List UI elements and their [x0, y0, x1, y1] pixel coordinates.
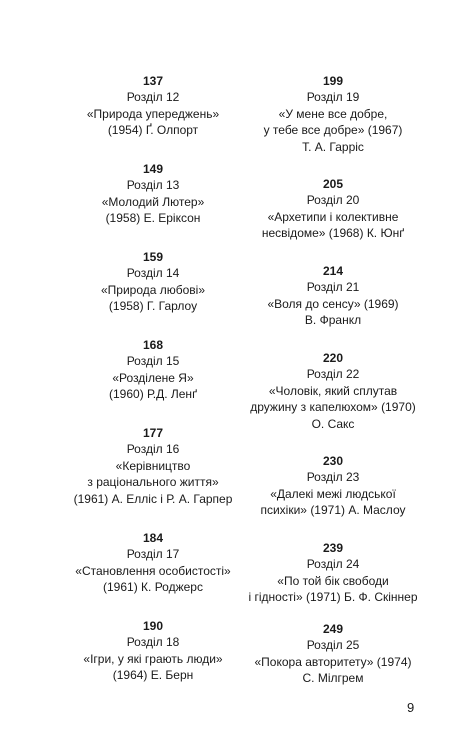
entry-author: О. Сакс	[311, 416, 355, 431]
entry-title: «По той бік свободи	[277, 573, 389, 588]
entry-chapter: Розділ 19	[306, 90, 360, 104]
toc-entry	[233, 263, 433, 329]
entry-author: В. Франкл	[304, 313, 362, 327]
entry-chapter: Розділ 14	[126, 266, 180, 280]
entry-page-number: 159	[142, 250, 164, 264]
entry-chapter: Розділ 22	[306, 367, 360, 381]
toc-entry	[233, 621, 433, 687]
entry-title: «Покора авторитету» (1974)	[254, 654, 412, 669]
entry-title: «Архетипи і колективне	[267, 209, 399, 224]
entry-title: «Далекі межі людської	[270, 486, 396, 501]
entry-page-number: 184	[142, 531, 164, 545]
entry-title: «Керівництво	[115, 458, 191, 473]
page-number: 9	[407, 700, 415, 715]
entry-author: (1954) Ґ. Олпорт	[107, 123, 199, 137]
toc-entry	[53, 530, 253, 596]
entry-author: (1964) Е. Берн	[112, 668, 194, 682]
toc-entry	[53, 73, 253, 139]
entry-title: «Ігри, у які грають люди»	[83, 651, 223, 666]
entry-chapter: Розділ 18	[126, 635, 180, 649]
toc-entry	[53, 618, 253, 684]
entry-page-number: 205	[322, 177, 344, 191]
toc-entry	[53, 425, 253, 507]
entry-page-number: 199	[322, 74, 344, 88]
entry-author: Т. А. Гарріс	[302, 139, 364, 154]
entry-title: «Воля до сенсу» (1969)	[267, 296, 399, 311]
toc-entry	[53, 337, 253, 403]
entry-page-number: 249	[322, 622, 344, 636]
toc-entry	[233, 453, 433, 519]
entry-chapter: Розділ 16	[126, 442, 180, 456]
entry-page-number: 230	[322, 454, 344, 468]
entry-author: (1961) А. Елліс і Р. А. Гарпер	[73, 491, 233, 506]
entry-chapter: Розділ 13	[126, 178, 180, 192]
entry-title: «Молодий Лютер»	[101, 194, 205, 209]
entry-page-number: 220	[322, 351, 344, 365]
entry-title: «Природа любові»	[100, 282, 206, 297]
toc-entry	[233, 176, 433, 242]
entry-page-number: 190	[142, 619, 164, 633]
entry-title: з раціонального життя»	[87, 475, 219, 489]
entry-chapter: Розділ 24	[306, 557, 360, 571]
entry-page-number: 168	[142, 338, 164, 352]
entry-author: психіки» (1971) А. Маслоу	[260, 503, 406, 517]
toc-entry	[53, 249, 253, 315]
entry-title: «У мене все добре,	[278, 106, 388, 121]
entry-page-number: 239	[322, 541, 344, 555]
toc-entry	[233, 73, 433, 155]
entry-chapter: Розділ 25	[306, 638, 360, 652]
entry-author: (1960) Р.Д. Ленґ	[109, 387, 197, 401]
entry-chapter: Розділ 21	[306, 280, 360, 294]
entry-chapter: Розділ 15	[126, 354, 180, 368]
entry-author: і гідності» (1971) Б. Ф. Скіннер	[248, 590, 418, 604]
entry-chapter: Розділ 17	[126, 547, 180, 561]
entry-chapter: Розділ 12	[126, 90, 180, 104]
toc-entry	[233, 350, 433, 432]
entry-page-number: 214	[322, 264, 344, 278]
entry-author: (1958) Е. Еріксон	[105, 211, 201, 225]
entry-title: «Природа упереджень»	[86, 106, 220, 121]
entry-author: (1958) Г. Гарлоу	[108, 299, 198, 313]
toc-entry	[53, 161, 253, 227]
entry-chapter: Розділ 20	[306, 193, 360, 207]
entry-page-number: 149	[142, 162, 164, 176]
entry-page-number: 177	[142, 426, 164, 440]
entry-title: «Чоловік, який сплутав	[268, 383, 398, 398]
entry-author: С. Мілгрем	[302, 671, 364, 685]
entry-page-number: 137	[142, 74, 164, 88]
entry-chapter: Розділ 23	[306, 470, 360, 484]
entry-author: (1961) К. Роджерс	[103, 580, 203, 594]
toc-entry	[233, 540, 433, 606]
entry-title: «Становлення особистості»	[75, 563, 231, 578]
entry-title: «Розділене Я»	[112, 370, 194, 385]
entry-title: у тебе все добре» (1967)	[263, 123, 403, 137]
entry-author: несвідоме» (1968) К. Юнґ	[261, 226, 405, 240]
entry-title: дружину з капелюхом» (1970)	[250, 400, 416, 414]
